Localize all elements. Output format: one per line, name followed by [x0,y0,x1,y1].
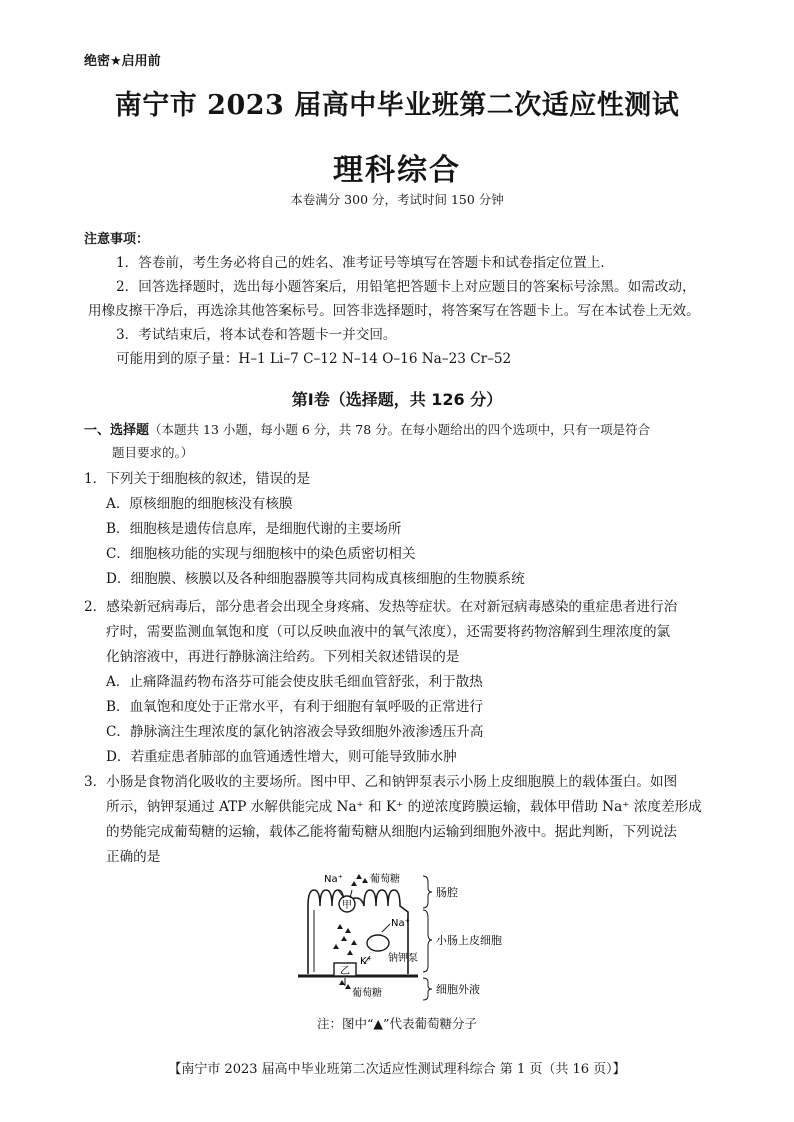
figure-caption: 注：图中“▲”代表葡萄糖分子 [317,1016,477,1031]
question-2-stem: 疗时，需要监测血氧饱和度（可以反映血液中的氧气浓度），还需要将药物溶解到生理浓度的氯 [106,624,671,640]
extracellular-fluid-label: 细胞外液 [436,983,480,996]
question-1-option-b: B．细胞核是遗传信息库，是细胞代谢的主要场所 [106,521,402,537]
question-2-option-a: A．止痛降温药物布洛芬可能会使皮肤毛细血管舒张，利于散热 [106,674,483,690]
glucose-top-label: 葡萄糖 [370,874,400,885]
section-heading [84,420,650,441]
na-top-label: Na⁺ [324,874,343,885]
note-item: 2．回答选择题时，选出每小题答案后，用铅笔把答题卡上对应题目的答案标号涂黑。如需改动， [116,279,696,295]
page-footer: 【南宁市 2023 届高中毕业班第二次适应性测试理科综合 第 1 页（共 16 页）】 [168,1062,626,1077]
sodium-potassium-pump [367,935,389,951]
question-3-stem: 所示，钠钾泵通过 ATP 水解供能完成 Na⁺ 和 K⁺ 的逆浓度跨膜运输，载体甲借助 Na⁺ 浓度差形成 [106,799,702,815]
question-3-stem: 3．小肠是食物消化吸收的主要场所。图中甲、乙和钠钾泵表示小肠上皮细胞膜上的载体蛋白。如图 [84,774,678,790]
subject-title: 理科综合 [333,153,461,188]
question-2-stem: 化钠溶液中，再进行静脉滴注给药。下列相关叙述错误的是 [106,649,460,665]
exam-title: 南宁市 2023 届高中毕业班第二次适应性测试 [114,90,680,121]
question-1-stem: 1．下列关于细胞核的叙述，错误的是 [84,471,311,487]
carrier-yi-label: 乙 [340,966,350,977]
question-3-stem: 的势能完成葡萄糖的运输，载体乙能将葡萄糖从细胞内运输到细胞外液中。据此判断，下列说法 [106,824,677,840]
intestinal-cell-diagram [290,868,520,1008]
section-desc: （本题共 13 小题，每小题 6 分，共 78 分。在每小题给出的四个选项中，只有一项是符合 [149,422,651,437]
glucose-bottom-label: 葡萄糖 [352,988,382,999]
k-plus-label: K⁺ [360,956,372,967]
carrier-jia-label: 甲 [342,900,352,911]
na-right-label: Na⁺ [391,918,410,929]
atomic-masses: 可能用到的原子量：H–1 Li–7 C–12 N–14 O–16 Na–23 Cr–52 [116,351,512,367]
question-1-option-a: A．原核细胞的细胞核没有核膜 [106,496,293,512]
question-2-option-b: B．血氧饱和度处于正常水平，有利于细胞有氧呼吸的正常进行 [106,699,484,715]
notes-heading: 注意事项： [84,232,150,247]
question-2-stem: 2．感染新冠病毒后，部分患者会出现全身疼痛、发热等症状。在对新冠病毒感染的重症患者进行治 [84,599,678,615]
volume-title: 第Ⅰ卷（选择题，共 126 分） [291,390,503,409]
section-desc-cont: 题目要求的。） [112,445,194,460]
question-2-option-d: D．若重症患者肺部的血管通透性增大，则可能导致肺水肿 [106,749,457,765]
epithelial-cell-label: 小肠上皮细胞 [436,934,502,947]
note-item: 3．考试结束后，将本试卷和答题卡一并交回。 [116,327,397,343]
question-1-option-d: D．细胞膜、核膜以及各种细胞器膜等共同构成真核细胞的生物膜系统 [106,571,525,587]
note-item: 用橡皮擦干净后，再选涂其他答案标号。回答非选择题时，将答案写在答题卡上。写在本试卷上无效。 [88,303,700,319]
confidential-mark: 绝密★启用前 [84,54,161,69]
note-item: 1．答卷前，考生务必将自己的姓名、准考证号等填写在答题卡和试卷指定位置上． [116,255,615,271]
question-1-option-c: C．细胞核功能的实现与细胞核中的染色质密切相关 [106,546,416,562]
question-2-option-c: C．静脉滴注生理浓度的氯化钠溶液会导致细胞外液渗透压升高 [106,724,484,740]
section-label: 一、选择题 [84,423,150,438]
question-3-stem: 正确的是 [106,849,161,865]
lumen-label: 肠腔 [436,886,458,899]
exam-meta: 本卷满分 300 分，考试时间 150 分钟 [290,192,504,207]
pump-label: 钠钾泵 [388,953,418,964]
